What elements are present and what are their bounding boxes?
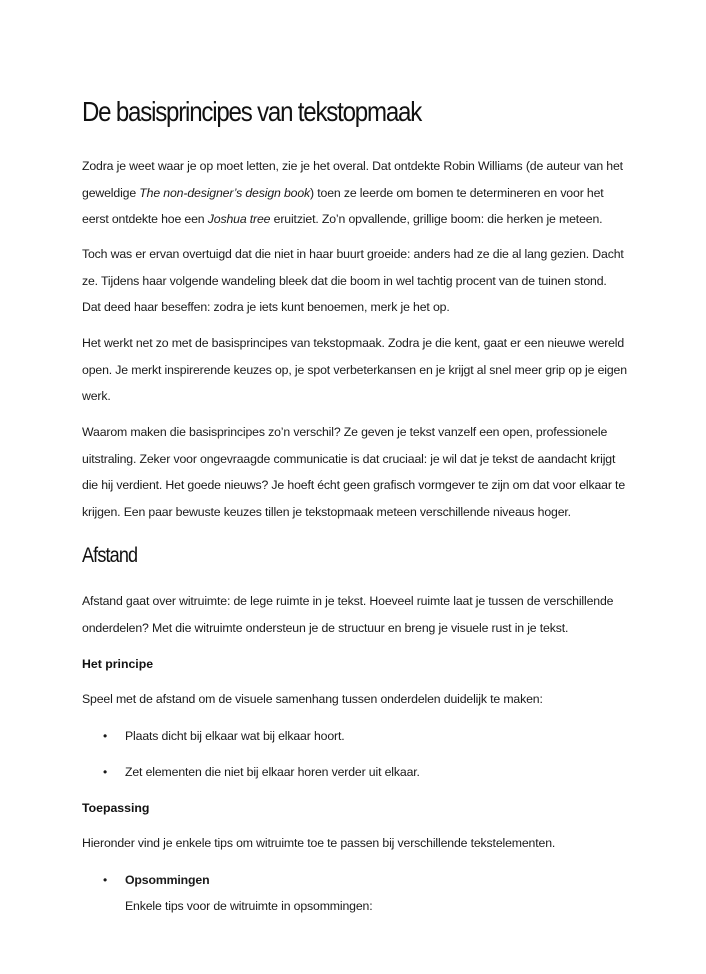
intro-p1-text-2: ) toen ze leerde om bomen te determineren en voor het eerst ontdekte hoe een xyxy=(82,185,604,226)
page-title: De basisprincipes van tekstopmaak xyxy=(82,96,422,127)
afstand-intro-paragraph: Afstand gaat over witruimte: de lege ruimte in je tekst. Hoeveel ruimte laat je tussen de verschillende onderdelen? Met die witruimte ondersteun je de structuur en breng je visuele rust in je tekst. xyxy=(82,594,614,635)
tree-name: Joshua tree xyxy=(207,212,271,226)
book-title: The non-designer’s design book xyxy=(139,185,311,200)
intro-paragraph-2: Toch was er ervan overtuigd dat die niet in haar buurt groeide: anders had ze die al lang gezien. Dacht ze. Tijdens haar volgende wandeling bleek dat die boom in wel tachtig procent van de tuinen stond. Dat deed haar beseffen: zodra je iets kunt benoemen, merk je het op. xyxy=(82,247,624,314)
intro-paragraph-1 xyxy=(82,153,627,233)
principe-paragraph: Speel met de afstand om de visuele samenhang tussen onderdelen duidelijk te maken: xyxy=(82,692,543,706)
toepassing-paragraph: Hieronder vind je enkele tips om witruimte toe te passen bij verschillende tekstelementen. xyxy=(82,836,556,850)
subheading-toepassing: Toepassing xyxy=(82,801,150,815)
bullet-icon: • xyxy=(103,765,108,779)
list-item-opsommingen xyxy=(103,871,625,915)
list-item-text: Plaats dicht bij elkaar wat bij elkaar hoort. xyxy=(125,729,345,743)
intro-p1-text-3: eruitziet. Zo’n opvallende, grillige boom: die herken je meteen. xyxy=(270,212,603,226)
intro-paragraph-4: Waarom maken die basisprincipes zo’n verschil? Ze geven je tekst vanzelf een open, professionele uitstraling. Zeker voor ongevraagde communicatie is dat cruciaal: je wil dat je tekst de aandacht krijgt die hij verdient. Het goede nieuws? Je hoeft écht geen grafisch vormgever te zijn om dat voor elkaar te krijgen. Een paar bewuste keuzes tillen je tekstopmaak meteen verschillende niveaus hoger. xyxy=(82,425,626,519)
intro-paragraph-3: Het werkt net zo met de basisprincipes van tekstopmaak. Zodra je die kent, gaat er een nieuwe wereld open. Je merkt inspirerende keuzes op, je spot verbeterkansen en je krijgt al snel meer grip op je eigen werk. xyxy=(82,336,627,403)
list-item xyxy=(103,727,625,745)
list-item xyxy=(103,763,625,781)
list-item-description: Enkele tips voor de witruimte in opsommingen: xyxy=(125,899,373,913)
subheading-het-principe: Het principe xyxy=(82,657,154,671)
list-item-title: Opsommingen xyxy=(125,873,210,887)
list-item-text: Zet elementen die niet bij elkaar horen verder uit elkaar. xyxy=(125,765,420,779)
bullet-icon: • xyxy=(103,729,108,743)
section-heading-afstand: Afstand xyxy=(82,544,138,567)
bullet-icon: • xyxy=(103,873,108,887)
intro-p1-text-1: Zodra je weet waar je op moet letten, zie je het overal. Dat ontdekte Robin Williams (de auteur van het geweldige xyxy=(82,159,623,200)
